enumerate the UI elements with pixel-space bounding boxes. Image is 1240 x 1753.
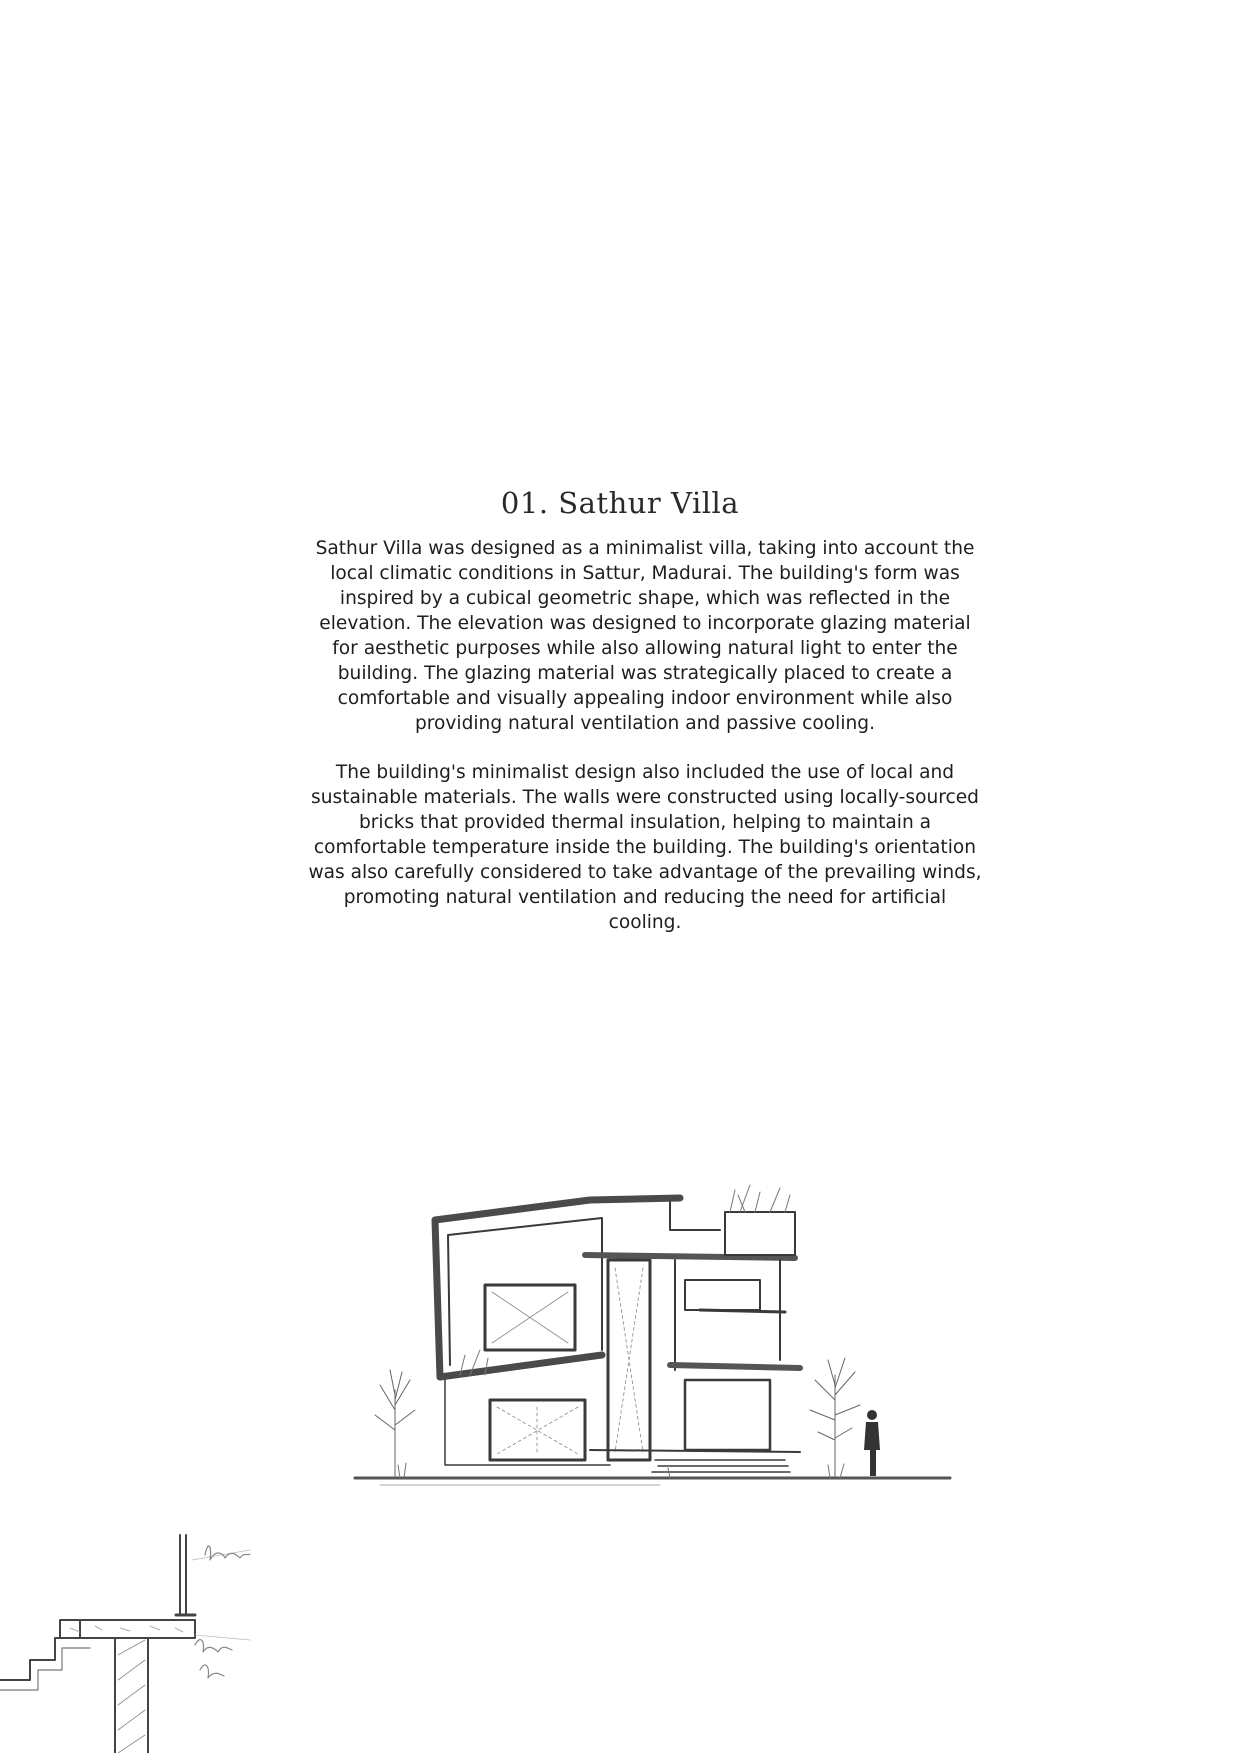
description-paragraph-1: Sathur Villa was designed as a minimalist villa, taking into account the local climatic conditions in Sattur, Madurai. The building's form was inspired by a cubical geometric shape, which was reflected in the elevation. The elevation was designed to incorporate glazing material for aesthetic purposes while also allowing natural light to enter the building. The glazing material was strategically placed to create a comfortable and visually appealing indoor environment while also providing natural ventilation and passive cooling. <box>315 538 975 734</box>
building-elevation-sketch <box>340 1160 960 1500</box>
description-paragraph-2: The building's minimalist design also included the use of local and sustainable materials. The walls were constructed using locally-sourced bricks that provided thermal insulation, helping to maintain a comfortable temperature inside the building. The building's orientation was also carefully considered to take advantage of the prevailing winds, promoting natural ventilation and reducing the need for artificial cooling. <box>308 762 982 933</box>
page-title: 01. Sathur Villa <box>500 486 740 520</box>
stair-landing-slab-sketch <box>0 1520 260 1753</box>
